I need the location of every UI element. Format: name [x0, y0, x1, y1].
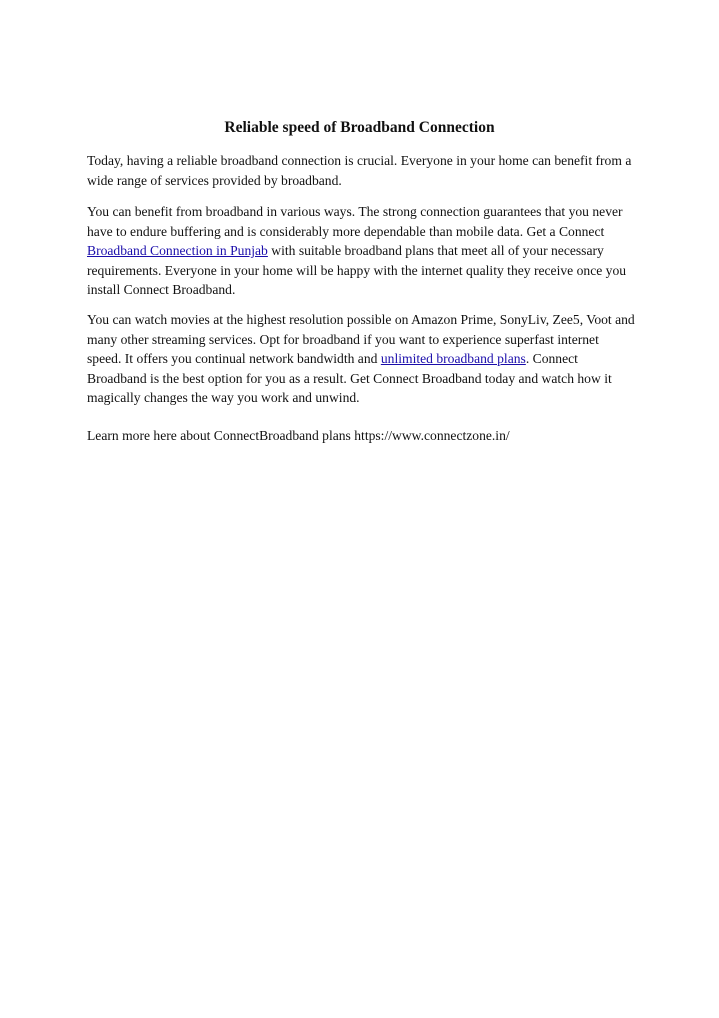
unlimited-broadband-plans-link[interactable]: unlimited broadband plans — [380, 351, 526, 366]
paragraph-streaming-text-start: You can watch movies at the highest resolution possible on Amazon Prime, SonyLiv, Zee5, Voot and many other streaming services. Opt for broadband if you want to experience superfast internet speed. It offers you continual network bandwidth and — [87, 312, 635, 366]
broadband-connection-punjab-link[interactable]: Broadband Connection in Punjab — [87, 243, 268, 258]
paragraph-streaming-text-end: . Connect Broadband is the best option for you as a result. Get Connect Broadband today and watch how it magically changes the way you work and unwind. — [87, 351, 612, 405]
paragraph-benefits-text-start: You can benefit from broadband in various ways. The strong connection guarantees that you never have to endure buffering and is considerably more dependable than mobile data. Get a Connect — [87, 204, 623, 239]
paragraph-benefits — [87, 202, 635, 300]
paragraph-benefits-text-end: with suitable broadband plans that meet all of your necessary requirements. Everyone in your home will be happy with the internet quality they receive once you install Connect Broadband. — [87, 243, 627, 297]
paragraph-streaming — [87, 310, 635, 408]
paragraph-learn-more: Learn more here about ConnectBroadband plans https://www.connectzone.in/ — [87, 428, 510, 443]
page-title: Reliable speed of Broadband Connection — [224, 119, 495, 136]
paragraph-intro: Today, having a reliable broadband connection is crucial. Everyone in your home can benefit from a wide range of services provided by broadband. — [87, 153, 632, 188]
